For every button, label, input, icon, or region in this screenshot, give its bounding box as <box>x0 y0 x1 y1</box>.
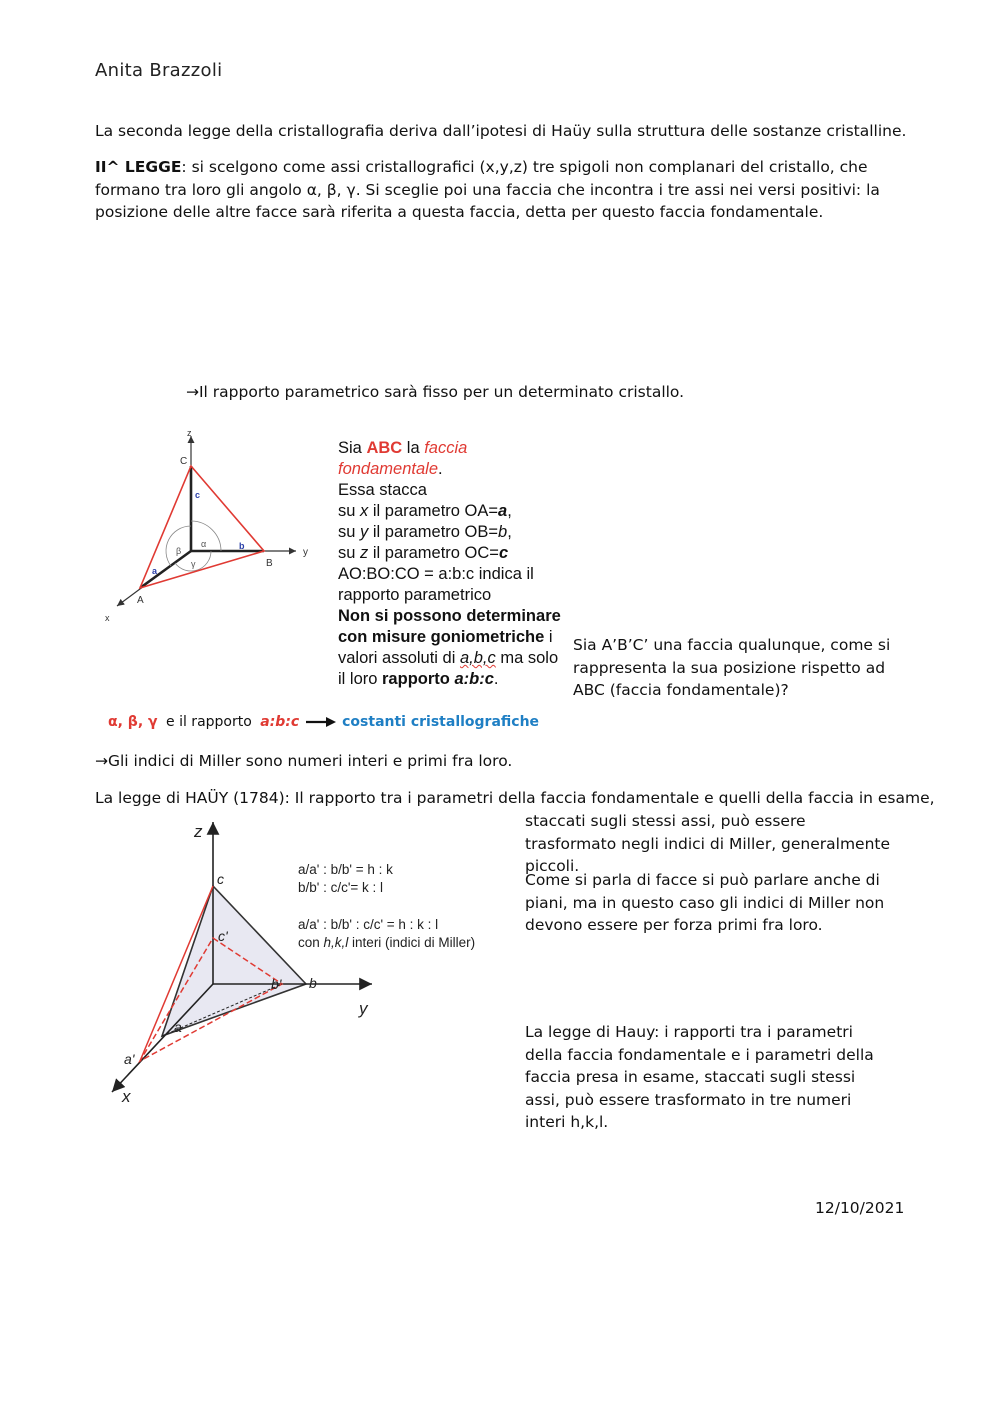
fig1-label-C: C <box>180 456 188 467</box>
fig1-label-y: y <box>303 547 308 558</box>
fig1-label-A: A <box>137 595 144 606</box>
fig2-formula-1: a/a' : b/b' = h : k <box>298 862 393 877</box>
fig1-label-B: B <box>266 558 273 569</box>
fig2-label-a: a <box>174 1019 182 1035</box>
figure1-text: Sia ABC la faccia fondamentale. Essa stacca su x il parametro OA=a, su y il parametro OB=b, su z il parametro OC=c AO:BO:CO = a:b:c indica il rapporto parametrico Non si possono determinare con misure goniometriche i valori assoluti di a,b,c ma solo il loro rapporto a:b:c. <box>338 439 561 688</box>
hauy-law-line: La legge di HAÜY (1784): Il rapporto tra i parametri della faccia fondamentale e quelli della faccia in esame, <box>95 789 935 807</box>
fig1-face-abc <box>140 466 264 588</box>
author-name: Anita Brazzoli <box>95 60 223 81</box>
fig1-label-a: a <box>152 566 158 576</box>
date: 12/10/2021 <box>815 1199 905 1217</box>
constants-line <box>108 712 539 732</box>
fig2-formula-2: b/b' : c/c'= k : l <box>298 880 384 895</box>
fig2-label-x: x <box>122 1087 131 1106</box>
fig1-label-z: z <box>187 428 192 438</box>
arrow-icon <box>306 717 336 727</box>
law2-text: : si scelgono come assi cristallografici (x,y,z) tre spigoli non complanari del cristallo, che formano tra loro gli angolo α, β, γ. Si sceglie poi una faccia che incontra i tre assi nei versi positivi: la posizione delle altre facce sarà riferita a questa faccia, detta per questo faccia fondamentale. <box>95 158 880 221</box>
law2-paragraph <box>95 156 900 224</box>
hauy-law-continuation: staccati sugli stessi assi, può essere trasformato negli indici di Miller, generalmente piccoli. <box>525 812 891 875</box>
miller-indices-note: →Gli indici di Miller sono numeri interi e primi fra loro. <box>95 752 513 770</box>
fig1-label-x: x <box>105 613 110 623</box>
fig2-formula-3: a/a' : b/b' : c/c' = h : k : l <box>298 917 439 932</box>
fig2-label-b-prime: b' <box>271 976 282 992</box>
fig2-x-axis <box>112 984 213 1092</box>
figure1-diagram <box>100 426 330 636</box>
fig2-label-c: c <box>217 871 224 887</box>
fig2-label-z: z <box>194 822 203 841</box>
fig1-label-c: c <box>195 490 201 500</box>
fig2-label-y: y <box>359 999 368 1018</box>
fig1-label-gamma: γ <box>191 559 196 569</box>
fig2-label-a-prime: a' <box>124 1051 135 1067</box>
fig2-label-b: b <box>309 975 317 991</box>
figure2-diagram <box>100 810 530 1110</box>
parametric-ratio-note: →Il rapporto parametrico sarà fisso per un determinato cristallo. <box>186 383 685 401</box>
planes-note: Come si parla di facce si può parlare anche di piani, ma in questo caso gli indici di Miller non devono essere per forza primi fra loro. <box>525 871 885 934</box>
fig2-formula-4: con h,k,l interi (indici di Miller) <box>298 935 476 950</box>
law2-label: II^ LEGGE <box>95 158 182 176</box>
fig1-label-b: b <box>239 541 245 551</box>
intro-paragraph: La seconda legge della cristallografia deriva dall’ipotesi di Haüy sulla struttura delle sostanze cristalline. <box>95 122 907 140</box>
constants-mid: e il rapporto <box>166 714 252 730</box>
constants-ratio: a:b:c <box>260 714 300 730</box>
fig2-face-abc <box>162 886 306 1036</box>
constants-result: costanti cristallografiche <box>342 714 540 730</box>
fig2-label-c-prime: c' <box>218 928 228 944</box>
fig1-label-beta: β <box>176 546 182 556</box>
fig1-label-alpha: α <box>201 539 207 549</box>
constants-greek: α, β, γ <box>108 714 158 730</box>
hauy-summary: La legge di Hauy: i rapporti tra i parametri della faccia fondamentale e i parametri della faccia presa in esame, staccati sugli stessi assi, può essere trasformato in tre numeri interi h,k,l. <box>525 1023 874 1131</box>
side-question: Sia A’B’C’ una faccia qualunque, come si rappresenta la sua posizione rispetto ad ABC (faccia fondamentale)? <box>573 636 891 699</box>
